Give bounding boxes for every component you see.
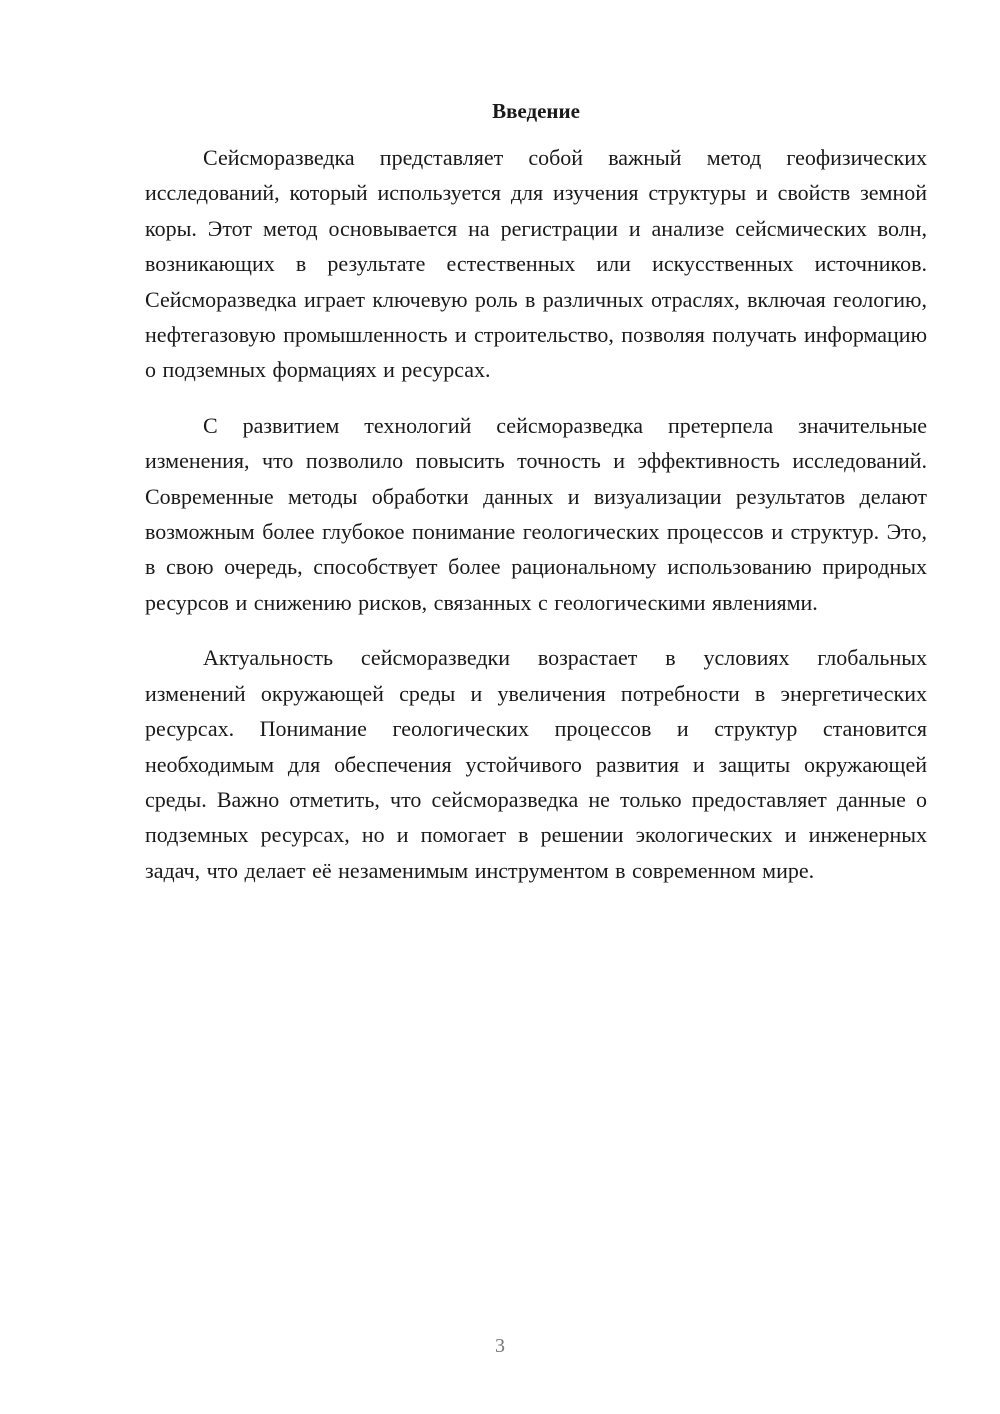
- page-number: 3: [495, 1335, 505, 1357]
- paragraph-2: С развитием технологий сейсморазведка претерпела значительные изменения, что позволило повысить точность и эффективность исследований. Современные методы обработки данных и визуализации результатов делают возможным более глубокое понимание геологических процессов и структур. Это, в свою очередь, способствует более рациональному использованию природных ресурсов и снижению рисков, связанных с геологическими явлениями.: [145, 412, 927, 615]
- paragraph-3: Актуальность сейсморазведки возрастает в условиях глобальных изменений окружающей среды и увеличения потребности в энергетических ресурсах. Понимание геологических процессов и структур становится необходимым для обеспечения устойчивого развития и защиты окружающей среды. Важно отметить, что сейсморазведка не только предоставляет данные о подземных ресурсах, но и помогает в решении экологических и инженерных задач, что делает её незаменимым инструментом в современном мире.: [145, 645, 927, 883]
- paragraph-1: Сейсморазведка представляет собой важный метод геофизических исследований, который используется для изучения структуры и свойств земной коры. Этот метод основывается на регистрации и анализе сейсмических волн, возникающих в результате естественных или искусственных источников. Сейсморазведка играет ключевую роль в различных отраслях, включая геологию, нефтегазовую промышленность и строительство, позволяя получать информацию о подземных формациях и ресурсах.: [145, 145, 927, 383]
- page-title: Введение: [492, 99, 580, 123]
- document-body: [145, 140, 927, 908]
